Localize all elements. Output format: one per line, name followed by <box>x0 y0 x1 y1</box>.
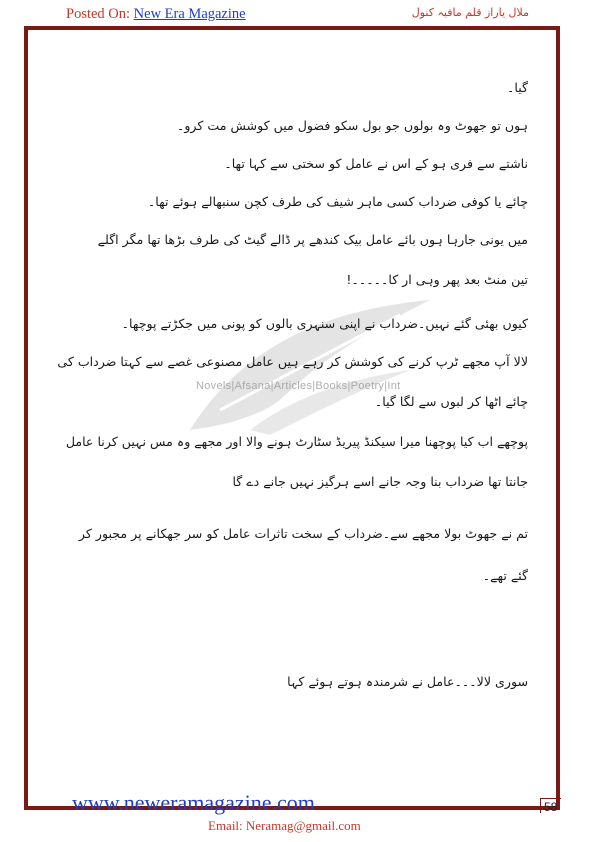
text-line: ناشتے سے فری ہو کے اس نے عامل کو سختی سے کہا تھا۔ <box>224 156 528 171</box>
magazine-link[interactable]: New Era Magazine <box>133 6 246 22</box>
text-line: گیا۔ <box>506 80 528 95</box>
contact-email: Email: Neramag@gmail.com <box>208 818 361 833</box>
text-line: کیوں بھئی گئے نہیں۔ضرداب نے اپنی سنہری بالوں کو پونی میں جکڑتے پوچھا۔ <box>121 316 528 331</box>
watermark-text: Novels|Afsana|Articles|Books|Poetry|Int <box>196 380 401 392</box>
page-number: 58 <box>544 800 558 814</box>
posted-on-label: Posted On: <box>66 6 134 22</box>
text-line: چائے اٹھا کر لبوں سے لگا گیا۔ <box>374 394 528 409</box>
text-line: چائے یا کوفی ضرداب کسی ماہر شیف کی طرف کچن سنبھالے ہوئے تھا۔ <box>147 194 528 209</box>
text-line: لالا آپ مجھے ٹرپ کرنے کی کوشش کر رہے ہیں عامل مصنوعی غصے سے کہتا ضرداب کی <box>57 354 528 369</box>
text-line: تین منٹ بعد پھر وہی ار کا۔۔۔۔۔! <box>346 272 528 287</box>
story-title-urdu: ملال یاراز قلم مافیہ کنول <box>411 6 529 19</box>
text-line: سوری لالا۔۔۔عامل نے شرمندہ ہوتے ہوئے کہا <box>287 674 528 689</box>
text-line: میں یونی جارہا ہوں بائے عامل بیک کندھے پر ڈالے گیٹ کی طرف بڑھا تھا مگر اگلے <box>97 232 528 247</box>
website-url[interactable]: www.neweramagazine.com <box>72 790 315 815</box>
text-line: ہوں تو جھوٹ وہ بولوں جو بول سکو فضول میں کوشش مت کرو۔ <box>176 118 528 133</box>
text-line: تم نے جھوٹ بولا مجھے سے۔ضرداب کے سخت تاثرات عامل کو سر جھکانے پر مجبور کر <box>78 526 528 541</box>
text-line: جانتا تھا ضرداب بنا وجہ جانے اسے ہرگیز نہیں جانے دے گا <box>232 474 528 489</box>
text-line: پوچھے اب کیا پوچھنا میرا سیکنڈ پیریڈ سٹارٹ ہونے والا اور مجھے وہ مس نہیں کرنا عامل <box>65 434 528 449</box>
posted-on-header <box>66 6 246 23</box>
text-line: گئے تھے۔ <box>482 568 528 583</box>
